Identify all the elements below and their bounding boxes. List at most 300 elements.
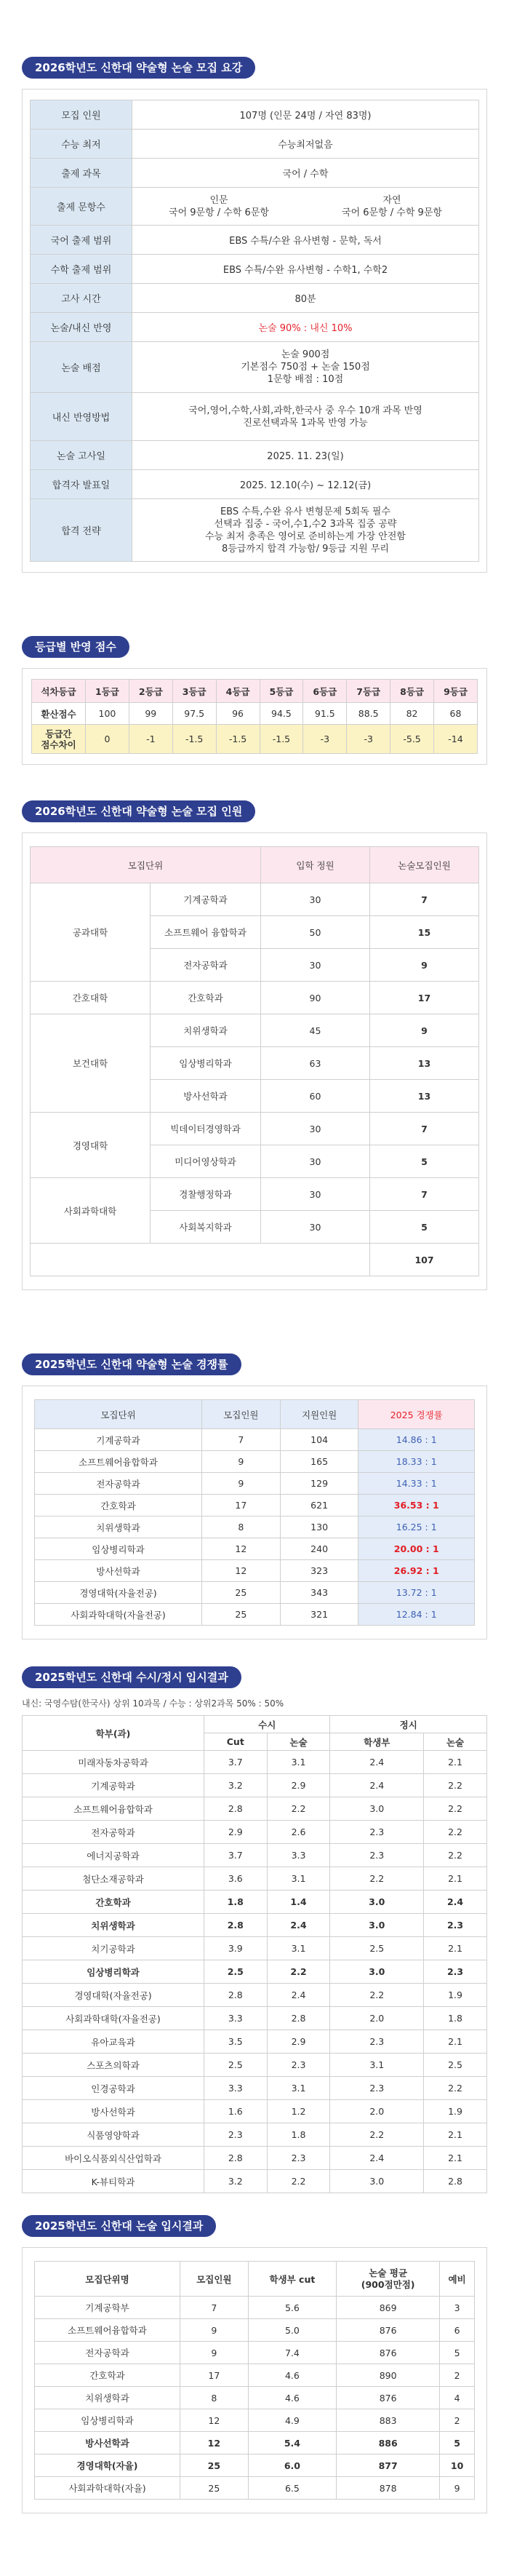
essay-row bbox=[35, 2454, 475, 2477]
comp-cell: 25 bbox=[202, 1604, 281, 1626]
dept-name: 전자공학과 bbox=[35, 2342, 180, 2364]
comp-cell: 240 bbox=[280, 1538, 358, 1560]
comp-cell: 9 bbox=[202, 1473, 281, 1495]
result-value: 3.2 bbox=[204, 1774, 268, 1797]
count-total-row bbox=[31, 1244, 479, 1276]
essay-value: 876 bbox=[337, 2387, 440, 2409]
essay-value: 5 bbox=[440, 2342, 475, 2364]
college-name: 보건대학 bbox=[31, 1014, 151, 1113]
humanities-col bbox=[132, 194, 305, 219]
result-value: 2.2 bbox=[424, 1774, 487, 1797]
dept-name: 방사선학과 bbox=[35, 2432, 180, 2454]
result-value: 2.0 bbox=[330, 2100, 424, 2123]
diff-label bbox=[32, 725, 86, 754]
guide-value: 107명 (인문 24명 / 자연 83명) bbox=[132, 100, 479, 130]
results-row bbox=[23, 2030, 487, 2054]
guide-row bbox=[31, 159, 479, 188]
results-row bbox=[23, 2100, 487, 2123]
grade-head: 9등급 bbox=[434, 680, 478, 703]
comp-cell: 621 bbox=[280, 1495, 358, 1516]
essay-value: 8 bbox=[180, 2387, 249, 2409]
essay-value: 4.6 bbox=[248, 2387, 336, 2409]
text-line: 선택과 집중 - 국어,수1,수2 3과목 집중 공략 bbox=[214, 518, 397, 530]
grade-box bbox=[22, 668, 487, 765]
count-box bbox=[22, 832, 487, 1290]
dept-name: 전자공학과 bbox=[23, 1821, 204, 1844]
essay-value: 6.0 bbox=[248, 2454, 336, 2477]
comp-rate: 14.86 : 1 bbox=[358, 1429, 475, 1451]
dept-name: 기계공학부 bbox=[35, 2297, 180, 2319]
comp-row bbox=[35, 1495, 475, 1516]
comp-cell: 사회과학대학(자율전공) bbox=[35, 1604, 202, 1626]
head-count: 모집인원 bbox=[180, 2262, 249, 2297]
grade-head: 7등급 bbox=[347, 680, 390, 703]
guide-row bbox=[31, 313, 479, 342]
essay-count-value: 15 bbox=[370, 916, 479, 949]
guide-label: 고사 시간 bbox=[31, 284, 132, 313]
essay-value: 6.5 bbox=[248, 2477, 336, 2500]
result-value: 2.8 bbox=[204, 1914, 268, 1937]
result-value: 2.9 bbox=[267, 2030, 330, 2054]
result-value: 2.4 bbox=[330, 1751, 424, 1774]
guide-label: 내신 반영방법 bbox=[31, 393, 132, 441]
dept-name: 치기공학과 bbox=[23, 1937, 204, 1960]
text-line: 국어 9문항 / 수학 6문항 bbox=[169, 207, 269, 218]
diff-value: -1.5 bbox=[260, 725, 303, 754]
result-value: 1.9 bbox=[424, 1984, 487, 2007]
result-value: 2.6 bbox=[267, 1821, 330, 1844]
dept-name: 첨단소재공학과 bbox=[23, 1867, 204, 1891]
result-value: 2.2 bbox=[424, 2077, 487, 2100]
quota-value: 30 bbox=[261, 1145, 370, 1178]
comp-row bbox=[35, 1429, 475, 1451]
guide-value bbox=[132, 499, 479, 562]
result-value: 2.1 bbox=[424, 1867, 487, 1891]
dept-name: 치위생학과 bbox=[23, 1914, 204, 1937]
essay-row bbox=[35, 2319, 475, 2342]
essay-value: 3 bbox=[440, 2297, 475, 2319]
quota-value: 30 bbox=[261, 883, 370, 916]
essay-value: 886 bbox=[337, 2432, 440, 2454]
guide-value: 논술 90% : 내신 10% bbox=[132, 313, 479, 342]
essay-results-table bbox=[34, 2261, 475, 2500]
dept-name: 전자공학과 bbox=[151, 949, 261, 982]
result-value: 3.1 bbox=[267, 1867, 330, 1891]
result-value: 2.2 bbox=[267, 2170, 330, 2193]
comp-cell: 간호학과 bbox=[35, 1495, 202, 1516]
result-value: 2.8 bbox=[204, 2147, 268, 2170]
results-row bbox=[23, 2147, 487, 2170]
dept-name: 임상병리학과 bbox=[23, 1960, 204, 1984]
section-title: 2025학년도 신한대 수시/정시 입시결과 bbox=[22, 1666, 241, 1688]
guide-row bbox=[31, 100, 479, 130]
count-row bbox=[31, 1113, 479, 1145]
result-value: 1.4 bbox=[267, 1891, 330, 1914]
essay-value: 883 bbox=[337, 2409, 440, 2432]
diff-value: 0 bbox=[86, 725, 129, 754]
result-value: 2.3 bbox=[424, 1914, 487, 1937]
result-value: 3.3 bbox=[204, 2077, 268, 2100]
guide-row bbox=[31, 342, 479, 393]
guide-value: 2025. 11. 23(일) bbox=[132, 441, 479, 470]
essay-count-value: 7 bbox=[370, 1113, 479, 1145]
count-head-row bbox=[31, 847, 479, 883]
result-value: 1.2 bbox=[267, 2100, 330, 2123]
section-grade-scores bbox=[22, 636, 487, 765]
diff-value: -14 bbox=[434, 725, 478, 754]
comp-cell: 12 bbox=[202, 1560, 281, 1582]
section-essay-results bbox=[22, 2215, 487, 2513]
comp-head-row bbox=[35, 1400, 475, 1429]
results-row bbox=[23, 1844, 487, 1867]
dept-name: 경영대학(자율전공) bbox=[23, 1984, 204, 2007]
total-spacer bbox=[31, 1244, 370, 1276]
dept-name: 기계공학과 bbox=[151, 883, 261, 916]
quota-value: 63 bbox=[261, 1047, 370, 1080]
text-line: 진로선택과목 1과목 반영 가능 bbox=[243, 417, 368, 429]
text-line: (900점만점) bbox=[361, 2278, 415, 2290]
result-value: 2.2 bbox=[267, 1797, 330, 1821]
result-value: 1.8 bbox=[424, 2007, 487, 2030]
essay-value: 876 bbox=[337, 2342, 440, 2364]
guide-row bbox=[31, 255, 479, 284]
results-row bbox=[23, 2170, 487, 2193]
diff-value: -3 bbox=[303, 725, 347, 754]
essay-value: 17 bbox=[180, 2364, 249, 2387]
result-value: 2.3 bbox=[330, 1821, 424, 1844]
dept-name: 소프트웨어 융합학과 bbox=[151, 916, 261, 949]
diff-value: -5.5 bbox=[390, 725, 434, 754]
guide-row bbox=[31, 470, 479, 499]
comp-row bbox=[35, 1560, 475, 1582]
count-table bbox=[30, 846, 479, 1276]
result-value: 2.4 bbox=[424, 1891, 487, 1914]
guide-label: 합격자 발표일 bbox=[31, 470, 132, 499]
guide-label: 출제 과목 bbox=[31, 159, 132, 188]
section-competition bbox=[22, 1353, 487, 1639]
essay-value: 4.6 bbox=[248, 2364, 336, 2387]
result-value: 2.4 bbox=[330, 2147, 424, 2170]
college-name: 공과대학 bbox=[31, 883, 151, 982]
result-value: 3.1 bbox=[267, 2077, 330, 2100]
results-row bbox=[23, 1797, 487, 1821]
results-row bbox=[23, 1821, 487, 1844]
grade-head: 5등급 bbox=[260, 680, 303, 703]
guide-label: 수능 최저 bbox=[31, 130, 132, 159]
diff-value: -1 bbox=[129, 725, 172, 754]
guide-label: 논술 고사일 bbox=[31, 441, 132, 470]
result-value: 3.9 bbox=[204, 1937, 268, 1960]
grade-head: 2등급 bbox=[129, 680, 172, 703]
result-value: 3.0 bbox=[330, 1891, 424, 1914]
count-row bbox=[31, 1014, 479, 1047]
score-value: 96 bbox=[216, 703, 260, 725]
essay-row bbox=[35, 2297, 475, 2319]
comp-cell: 7 bbox=[202, 1429, 281, 1451]
comp-cell: 경영대학(자율전공) bbox=[35, 1582, 202, 1604]
essay-value: 2 bbox=[440, 2364, 475, 2387]
essay-value: 4.9 bbox=[248, 2409, 336, 2432]
guide-value: 80분 bbox=[132, 284, 479, 313]
essay-count-value: 5 bbox=[370, 1211, 479, 1244]
results-row bbox=[23, 2007, 487, 2030]
comp-head: 모집인원 bbox=[202, 1400, 281, 1429]
grade-score-row bbox=[32, 703, 478, 725]
guide-label: 출제 문항수 bbox=[31, 188, 132, 226]
result-value: 1.9 bbox=[424, 2100, 487, 2123]
comp-head: 지원인원 bbox=[280, 1400, 358, 1429]
head-susi: 수시 bbox=[204, 1716, 330, 1733]
quota-value: 50 bbox=[261, 916, 370, 949]
dept-name: 경찰행정학과 bbox=[151, 1178, 261, 1211]
grade-head: 1등급 bbox=[86, 680, 129, 703]
quota-value: 30 bbox=[261, 1211, 370, 1244]
results-row bbox=[23, 1891, 487, 1914]
head-jeongsi: 정시 bbox=[330, 1716, 487, 1733]
text-line: 8등급까지 합격 가능함/ 9등급 지원 무리 bbox=[222, 543, 389, 554]
dept-name: 식품영양학과 bbox=[23, 2123, 204, 2147]
section-admission-results bbox=[22, 1666, 487, 2193]
results-row bbox=[23, 1937, 487, 1960]
essay-value: 12 bbox=[180, 2432, 249, 2454]
essay-value: 876 bbox=[337, 2319, 440, 2342]
result-value: 2.3 bbox=[204, 2123, 268, 2147]
essay-row bbox=[35, 2477, 475, 2500]
dept-name: 임상병리학과 bbox=[35, 2409, 180, 2432]
comp-cell: 전자공학과 bbox=[35, 1473, 202, 1495]
essay-count-value: 7 bbox=[370, 1178, 479, 1211]
guide-value: EBS 수특/수완 유사변형 - 수학1, 수학2 bbox=[132, 255, 479, 284]
subhead: 학생부 bbox=[330, 1733, 424, 1751]
total-value: 107 bbox=[370, 1244, 479, 1276]
guide-label: 모집 인원 bbox=[31, 100, 132, 130]
essay-count-value: 5 bbox=[370, 1145, 479, 1178]
result-value: 2.0 bbox=[330, 2007, 424, 2030]
result-value: 2.8 bbox=[204, 1984, 268, 2007]
result-value: 2.2 bbox=[330, 1867, 424, 1891]
result-value: 3.6 bbox=[204, 1867, 268, 1891]
essay-count-value: 9 bbox=[370, 949, 479, 982]
comp-rate: 20.00 : 1 bbox=[358, 1538, 475, 1560]
essay-count-value: 13 bbox=[370, 1047, 479, 1080]
grade-head-row bbox=[32, 680, 478, 703]
comp-cell: 9 bbox=[202, 1451, 281, 1473]
college-name: 사회과학대학 bbox=[31, 1178, 151, 1244]
quota-value: 30 bbox=[261, 1113, 370, 1145]
essay-value: 25 bbox=[180, 2477, 249, 2500]
comp-row bbox=[35, 1604, 475, 1626]
dept-name: 방사선학과 bbox=[151, 1080, 261, 1113]
result-value: 3.7 bbox=[204, 1751, 268, 1774]
grade-head: 8등급 bbox=[390, 680, 434, 703]
essay-results-box bbox=[22, 2247, 487, 2513]
result-value: 2.9 bbox=[267, 1774, 330, 1797]
essay-value: 10 bbox=[440, 2454, 475, 2477]
college-name: 경영대학 bbox=[31, 1113, 151, 1178]
dept-name: 유아교육과 bbox=[23, 2030, 204, 2054]
result-value: 2.2 bbox=[424, 1821, 487, 1844]
result-value: 3.0 bbox=[330, 1960, 424, 1984]
section-title: 등급별 반영 점수 bbox=[22, 636, 129, 658]
comp-row bbox=[35, 1473, 475, 1495]
text-line: 인문 bbox=[209, 194, 228, 206]
comp-row bbox=[35, 1582, 475, 1604]
comp-cell: 129 bbox=[280, 1473, 358, 1495]
head-waitlist: 예비 bbox=[440, 2262, 475, 2297]
diff-value: -1.5 bbox=[172, 725, 216, 754]
dept-name: 임상병리학과 bbox=[151, 1047, 261, 1080]
dept-name: 빅데이터경영학과 bbox=[151, 1113, 261, 1145]
guide-value: 2025. 12.10(수) ~ 12.12(금) bbox=[132, 470, 479, 499]
comp-rate: 12.84 : 1 bbox=[358, 1604, 475, 1626]
comp-cell: 8 bbox=[202, 1516, 281, 1538]
quota-value: 45 bbox=[261, 1014, 370, 1047]
dept-name: 사회과학대학(자율전공) bbox=[23, 2007, 204, 2030]
results-row bbox=[23, 1774, 487, 1797]
score-value: 99 bbox=[129, 703, 172, 725]
count-row bbox=[31, 982, 479, 1014]
result-value: 2.4 bbox=[267, 1984, 330, 2007]
dept-name: 치위생학과 bbox=[151, 1014, 261, 1047]
head-unit: 모집단위명 bbox=[35, 2262, 180, 2297]
result-value: 3.5 bbox=[204, 2030, 268, 2054]
results-row bbox=[23, 1867, 487, 1891]
comp-cell: 방사선학과 bbox=[35, 1560, 202, 1582]
essay-value: 878 bbox=[337, 2477, 440, 2500]
result-value: 3.0 bbox=[330, 1914, 424, 1937]
comp-cell: 기계공학과 bbox=[35, 1429, 202, 1451]
guide-label: 국어 출제 범위 bbox=[31, 226, 132, 255]
text-line: 기본점수 750점 + 논술 150점 bbox=[241, 362, 370, 373]
result-value: 3.1 bbox=[267, 1751, 330, 1774]
results-row bbox=[23, 2054, 487, 2077]
section-title: 2025학년도 신한대 논술 입시결과 bbox=[22, 2215, 216, 2237]
essay-count-value: 17 bbox=[370, 982, 479, 1014]
essay-value: 890 bbox=[337, 2364, 440, 2387]
section-recruit-count bbox=[22, 800, 487, 1290]
text-line: 논술 900점 bbox=[281, 349, 330, 360]
text-line: 등급간 bbox=[45, 728, 72, 739]
essay-count-value: 9 bbox=[370, 1014, 479, 1047]
result-value: 2.1 bbox=[424, 1937, 487, 1960]
result-value: 2.9 bbox=[204, 1821, 268, 1844]
guide-label: 합격 전략 bbox=[31, 499, 132, 562]
result-value: 3.1 bbox=[267, 1937, 330, 1960]
essay-value: 9 bbox=[180, 2319, 249, 2342]
result-value: 3.1 bbox=[330, 2054, 424, 2077]
guide-value: EBS 수특/수완 유사변형 - 문학, 독서 bbox=[132, 226, 479, 255]
result-value: 2.3 bbox=[330, 1844, 424, 1867]
subhead: 논술 bbox=[267, 1733, 330, 1751]
dept-name: 에너지공학과 bbox=[23, 1844, 204, 1867]
result-value: 2.3 bbox=[330, 2077, 424, 2100]
essay-value: 9 bbox=[180, 2342, 249, 2364]
dept-name: 소프트웨어융합학과 bbox=[23, 1797, 204, 1821]
text-line: 논술 평균 bbox=[369, 2267, 407, 2278]
comp-cell: 25 bbox=[202, 1582, 281, 1604]
split-cell bbox=[132, 194, 478, 219]
essay-value: 12 bbox=[180, 2409, 249, 2432]
essay-value: 5.4 bbox=[248, 2432, 336, 2454]
result-value: 2.5 bbox=[424, 2054, 487, 2077]
head-quota: 입학 정원 bbox=[261, 847, 370, 883]
text-line: 1문항 배점 : 10점 bbox=[267, 374, 344, 385]
section-recruit-guide bbox=[22, 57, 487, 573]
head-dept: 학부(과) bbox=[23, 1716, 204, 1751]
result-value: 2.2 bbox=[267, 1960, 330, 1984]
section-title: 2026학년도 신한대 약술형 논술 모집 요강 bbox=[22, 57, 255, 79]
comp-cell: 323 bbox=[280, 1560, 358, 1582]
essay-row bbox=[35, 2387, 475, 2409]
comp-row bbox=[35, 1538, 475, 1560]
competition-box bbox=[22, 1386, 487, 1639]
score-value: 91.5 bbox=[303, 703, 347, 725]
score-label: 환산점수 bbox=[32, 703, 86, 725]
essay-value: 4 bbox=[440, 2387, 475, 2409]
result-value: 2.5 bbox=[204, 1960, 268, 1984]
comp-cell: 소프트웨어융합학과 bbox=[35, 1451, 202, 1473]
dept-name: 바이오식품외식산업학과 bbox=[23, 2147, 204, 2170]
result-value: 2.8 bbox=[424, 2170, 487, 2193]
comp-head: 2025 경쟁률 bbox=[358, 1400, 475, 1429]
grade-head: 6등급 bbox=[303, 680, 347, 703]
text-line: 국어 6문항 / 수학 9문항 bbox=[342, 207, 442, 218]
score-value: 100 bbox=[86, 703, 129, 725]
grade-table bbox=[31, 679, 478, 754]
criteria-note: 내신: 국영수탐(한국사) 상위 10과목 / 수능 : 상위2과목 50% : 50% bbox=[22, 1698, 284, 1709]
section-title: 2026학년도 신한대 약술형 논술 모집 인원 bbox=[22, 800, 255, 822]
result-value: 2.5 bbox=[330, 1937, 424, 1960]
dept-name: 방사선학과 bbox=[23, 2100, 204, 2123]
comp-cell: 17 bbox=[202, 1495, 281, 1516]
comp-rate: 36.53 : 1 bbox=[358, 1495, 475, 1516]
guide-row bbox=[31, 284, 479, 313]
essay-value: 7 bbox=[180, 2297, 249, 2319]
comp-rate: 26.92 : 1 bbox=[358, 1560, 475, 1582]
dept-name: 간호학과 bbox=[35, 2364, 180, 2387]
results-row bbox=[23, 2077, 487, 2100]
result-value: 2.8 bbox=[267, 2007, 330, 2030]
dept-name: 미디어영상학과 bbox=[151, 1145, 261, 1178]
result-value: 1.8 bbox=[204, 1891, 268, 1914]
result-value: 3.0 bbox=[330, 1797, 424, 1821]
results-row bbox=[23, 1960, 487, 1984]
result-value: 2.1 bbox=[424, 2147, 487, 2170]
section-title: 2025학년도 신한대 약술형 논술 경쟁률 bbox=[22, 1353, 241, 1375]
guide-value bbox=[132, 342, 479, 393]
results-head-row bbox=[23, 1716, 487, 1733]
result-value: 2.2 bbox=[330, 2123, 424, 2147]
quota-value: 30 bbox=[261, 949, 370, 982]
result-value: 2.2 bbox=[424, 1797, 487, 1821]
text-line: 자연 bbox=[382, 194, 401, 206]
essay-value: 6 bbox=[440, 2319, 475, 2342]
essay-value: 25 bbox=[180, 2454, 249, 2477]
comp-rate: 14.33 : 1 bbox=[358, 1473, 475, 1495]
head-essay-count: 논술모집인원 bbox=[370, 847, 479, 883]
score-value: 68 bbox=[434, 703, 478, 725]
dept-name: 치위생학과 bbox=[35, 2387, 180, 2409]
dept-name: 간호학과 bbox=[23, 1891, 204, 1914]
quota-value: 30 bbox=[261, 1178, 370, 1211]
dept-name: 사회복지학과 bbox=[151, 1211, 261, 1244]
essay-row bbox=[35, 2432, 475, 2454]
results-row bbox=[23, 2123, 487, 2147]
score-value: 82 bbox=[390, 703, 434, 725]
guide-box bbox=[22, 89, 487, 573]
head-cut: 학생부 cut bbox=[248, 2262, 336, 2297]
result-value: 2.4 bbox=[267, 1914, 330, 1937]
